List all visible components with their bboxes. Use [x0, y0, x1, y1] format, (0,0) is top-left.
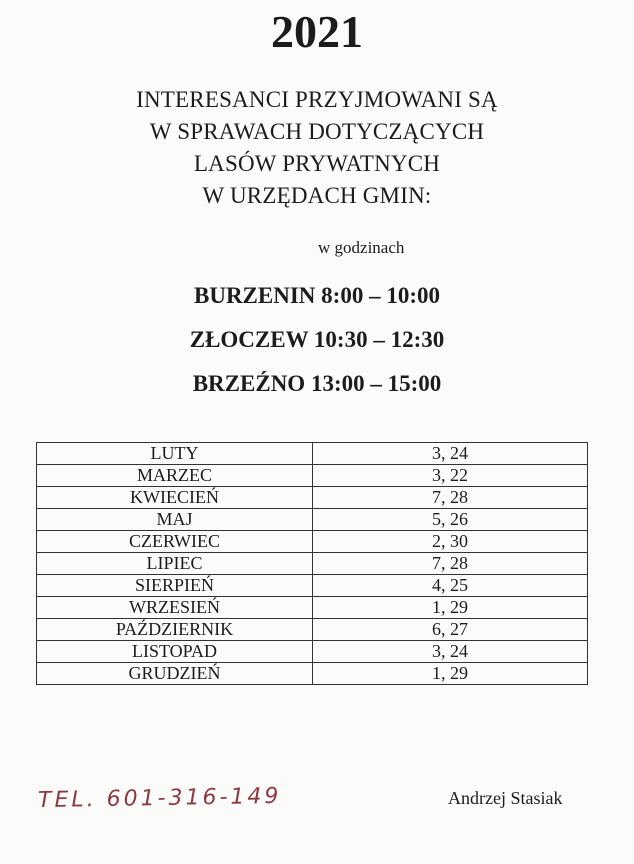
- month-cell: LUTY: [37, 443, 313, 465]
- days-cell: 3, 22: [313, 465, 588, 487]
- table-row: [37, 531, 588, 553]
- days-cell: 2, 30: [313, 531, 588, 553]
- heading-line: W SPRAWACH DOTYCZĄCYCH: [149, 119, 485, 144]
- days-cell: 7, 28: [313, 553, 588, 575]
- notice-heading: [0, 84, 634, 212]
- days-cell: 3, 24: [313, 641, 588, 663]
- month-cell: MAJ: [37, 509, 313, 531]
- table-row: [37, 487, 588, 509]
- days-cell: 4, 25: [313, 575, 588, 597]
- month-cell: LISTOPAD: [37, 641, 313, 663]
- schedule-zloczew: ZŁOCZEW 10:30 – 12:30: [189, 327, 445, 352]
- table-row: [37, 575, 588, 597]
- heading-line: LASÓW PRYWATNYCH: [193, 151, 441, 176]
- days-cell: 6, 27: [313, 619, 588, 641]
- month-cell: GRUDZIEŃ: [37, 663, 313, 685]
- table-row: [37, 443, 588, 465]
- month-cell: KWIECIEŃ: [37, 487, 313, 509]
- signature-name: Andrzej Stasiak: [448, 788, 563, 808]
- month-cell: WRZESIEŃ: [37, 597, 313, 619]
- hours-label: w godzinach: [318, 238, 405, 257]
- dates-table: [36, 442, 588, 685]
- heading-line: INTERESANCI PRZYJMOWANI SĄ: [136, 87, 498, 112]
- days-cell: 7, 28: [313, 487, 588, 509]
- table-row: [37, 553, 588, 575]
- table-row: [37, 509, 588, 531]
- table-row: [37, 465, 588, 487]
- days-cell: 1, 29: [313, 663, 588, 685]
- month-cell: MARZEC: [37, 465, 313, 487]
- table-row: [37, 641, 588, 663]
- month-cell: CZERWIEC: [37, 531, 313, 553]
- table-row: [37, 597, 588, 619]
- month-cell: SIERPIEŃ: [37, 575, 313, 597]
- office-hours-schedule: [0, 274, 634, 406]
- heading-line: W URZĘDACH GMIN:: [202, 183, 432, 208]
- handwritten-phone-number: TEL. 601-316-149: [37, 783, 282, 814]
- days-cell: 1, 29: [313, 597, 588, 619]
- table-row: [37, 619, 588, 641]
- schedule-brzezno: BRZEŹNO 13:00 – 15:00: [192, 371, 442, 396]
- schedule-burzenin: BURZENIN 8:00 – 10:00: [194, 283, 440, 308]
- year-title: 2021: [271, 6, 363, 57]
- month-cell: LIPIEC: [37, 553, 313, 575]
- days-cell: 3, 24: [313, 443, 588, 465]
- days-cell: 5, 26: [313, 509, 588, 531]
- month-cell: PAŹDZIERNIK: [37, 619, 313, 641]
- table-row: [37, 663, 588, 685]
